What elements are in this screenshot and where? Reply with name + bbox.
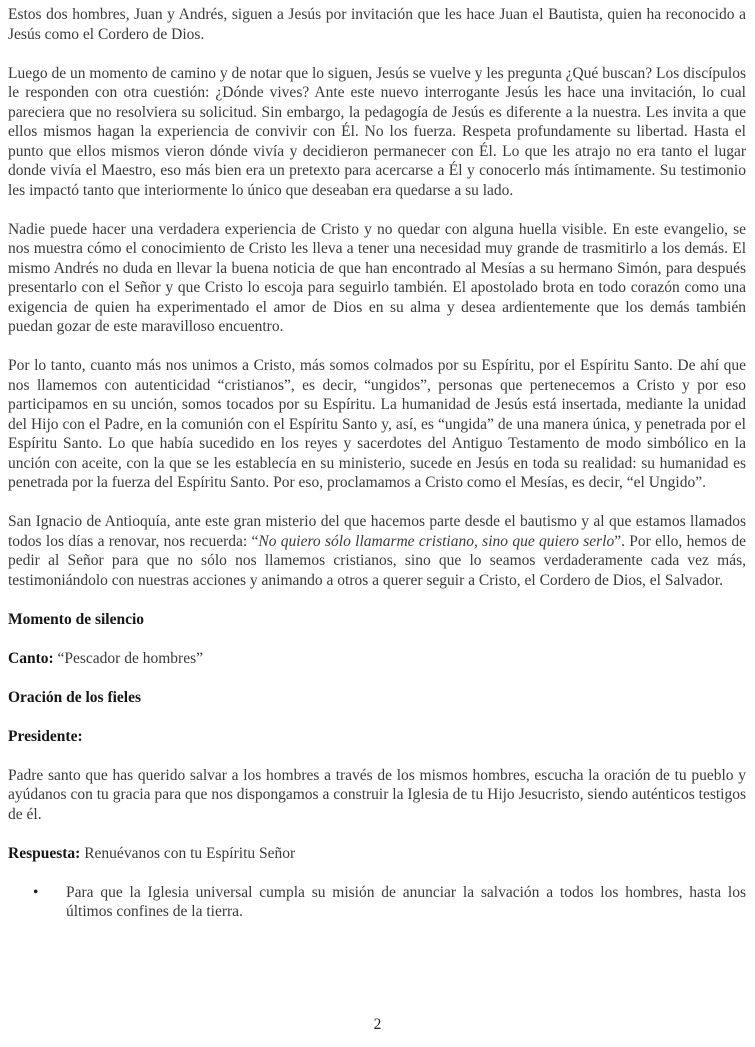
heading-oracion-de-los-fieles: Oración de los fieles <box>8 688 142 706</box>
canto-line <box>8 649 746 669</box>
san-ignacio-text-before-quote: San Ignacio de Antioquía, ante este gran misterio del que hacemos parte desde el bautismo y al que estamos llamados todos los días a renovar, nos recuerda: “ <box>8 513 746 550</box>
paragraph-padre-santo: Padre santo que has querido salvar a los hombres a través de los mismos hombres, escucha la oración de tu pueblo y ayúdanos con tu gracia para que nos dispongamos a construir la Iglesia de tu Hijo Jesucristo, siendo auténticos testigos de él. <box>8 766 746 823</box>
page-number: 2 <box>373 1015 382 1033</box>
canto-label: Canto: <box>8 649 54 667</box>
paragraph-san-ignacio <box>8 512 746 590</box>
respuesta-value: Renuévanos con tu Espíritu Señor <box>80 844 296 862</box>
respuesta-line <box>8 844 746 864</box>
list-item <box>8 883 746 922</box>
petitions-list <box>8 883 746 922</box>
san-ignacio-text-after-quote: ”. Por ello, hemos de pedir al Señor para que no sólo nos llamemos cristianos, sino que lo seamos verdaderamente cada vez más, testimoniándolo con nuestras acciones y animando a otros a querer seguir a Cristo, el Cordero de Dios, el Salvador. <box>8 532 746 589</box>
heading-momento-de-silencio: Momento de silencio <box>8 610 145 628</box>
respuesta-label: Respuesta: <box>8 844 81 862</box>
bullet-icon: • <box>33 883 39 901</box>
paragraph-camino: Luego de un momento de camino y de notar que lo siguen, Jesús se vuelve y les pregunta ¿Qué buscan? Los discípulos le responden con otra cuestión: ¿Dónde vives? Ante este nuevo interrogante Jesús les hace una invitación, lo cual pareciera que no resolviera su solicitud. Sin embargo, la pedagogía de Jesús es diferente a la nuestra. Les invita a que ellos mismos hagan la experiencia de convivir con Él. No los fuerza. Respeta profundamente su libertad. Hasta el punto que ellos mismos vieron dónde vivía y decidieron permanecer con Él. Lo que les atrajo no era tanto el lugar donde vivía el Maestro, eso más bien era un pretexto para acercarse a Él y conocerlo más íntimamente. Su testimonio les impactó tanto que interiormente lo único que deseaban era quedarse a su lado. <box>8 64 746 199</box>
paragraph-espiritu-santo: Por lo tanto, cuanto más nos unimos a Cristo, más somos colmados por su Espíritu, por el Espíritu Santo. De ahí que nos llamemos con autenticidad “cristianos”, es decir, “ungidos”, personas que pertenecemos a Cristo y por eso participamos en su unción, somos tocados por su Espíritu. La humanidad de Jesús está insertada, mediante la unidad del Hijo con el Padre, en la comunión con el Espíritu Santo y, así, es “ungida” de una manera única, y penetrada por el Espíritu Santo. Lo que había sucedido en los reyes y sacerdotes del Antiguo Testamento de modo simbólico en la unción con aceite, con la que se les establecía en su ministerio, sucede en Jesús en toda su realidad: su humanidad es penetrada por la fuerza del Espíritu Santo. Por eso, proclamamos a Cristo como el Mesías, es decir, “el Ungido”. <box>8 357 746 491</box>
paragraph-experiencia: Nadie puede hacer una verdadera experiencia de Cristo y no quedar con alguna huella visible. En este evangelio, se nos muestra cómo el conocimiento de Cristo les lleva a tener una necesidad muy grande de trasmitirlo a los demás. El mismo Andrés no duda en llevar la buena noticia de que han encontrado al Mesías a su hermano Simón, para después presentarlo con el Señor y que Cristo lo escoja para seguirlo también. El apostolado brota en todo corazón como una exigencia de quien ha experimentado el amor de Dios en su alma y desea ardientemente que los demás también puedan gozar de este maravilloso encuentro. <box>8 220 746 335</box>
paragraph-intro: Estos dos hombres, Juan y Andrés, siguen a Jesús por invitación que les hace Juan el Bautista, quien ha reconocido a Jesús como el Cordero de Dios. <box>8 6 746 43</box>
list-item-text: Para que la Iglesia universal cumpla su misión de anunciar la salvación a todos los hombres, hasta los últimos confines de la tierra. <box>66 883 746 920</box>
heading-presidente: Presidente: <box>8 727 83 745</box>
san-ignacio-italic-quote: No quiero sólo llamarme cristiano, sino que quiero serlo <box>258 532 615 550</box>
canto-value: “Pescador de hombres” <box>53 649 203 667</box>
